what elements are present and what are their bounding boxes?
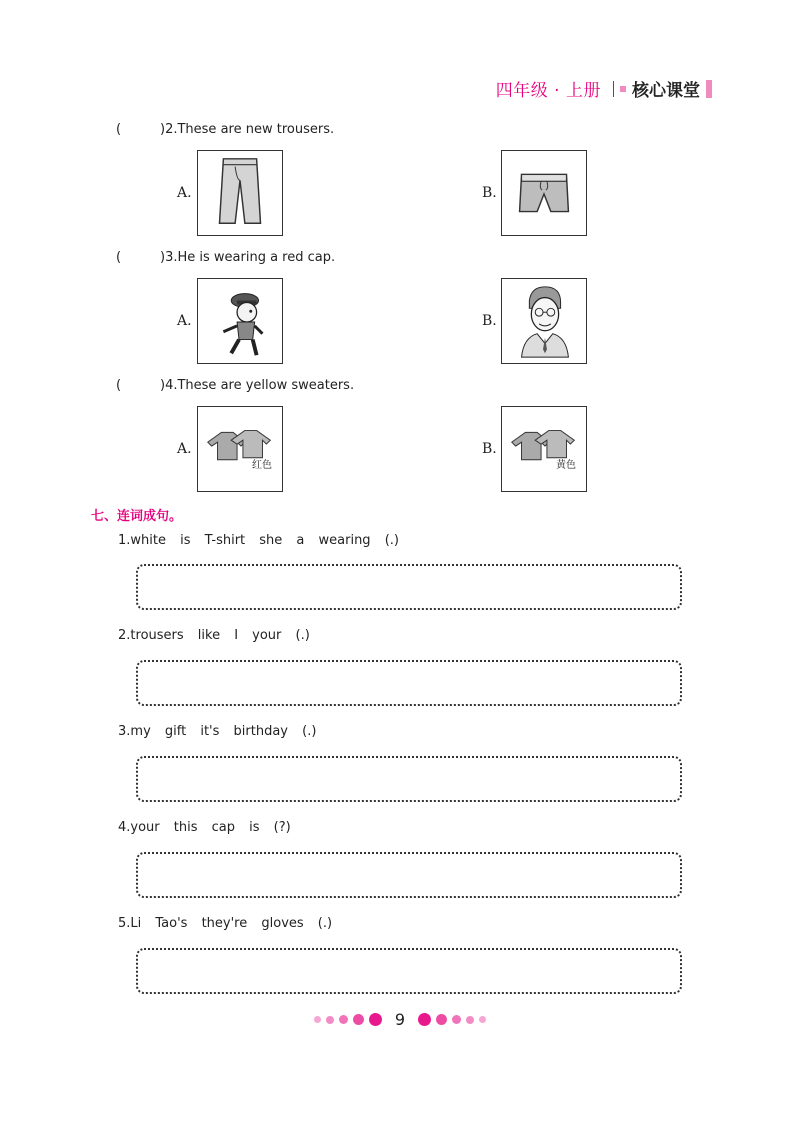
word-order-3 xyxy=(118,724,316,739)
sweaters-icon xyxy=(198,407,282,491)
question-3 xyxy=(116,250,335,265)
dot-icon xyxy=(353,1014,364,1025)
answer-paren[interactable]: ( xyxy=(116,250,122,265)
item-punct: (.) xyxy=(302,724,317,739)
answer-box-4[interactable] xyxy=(136,852,682,898)
option-a-image[interactable] xyxy=(197,406,283,492)
question-2 xyxy=(116,122,334,137)
dot-icon xyxy=(326,1016,334,1024)
question-text: These are yellow sweaters. xyxy=(177,378,355,393)
item-words: white is T-shirt she a wearing xyxy=(130,533,371,548)
answer-box-1[interactable] xyxy=(136,564,682,610)
section-7-title: 七、连词成句。 xyxy=(91,509,183,524)
option-b-image[interactable] xyxy=(501,278,587,364)
sweaters-icon xyxy=(502,407,586,491)
answer-paren[interactable]: ( xyxy=(116,378,122,393)
answer-box-2[interactable] xyxy=(136,660,682,706)
option-b-image[interactable] xyxy=(501,150,587,236)
option-b-label: B. xyxy=(482,313,497,329)
item-words: trousers like I your xyxy=(130,628,282,643)
word-order-1 xyxy=(118,533,399,548)
page-header xyxy=(496,76,712,101)
item-words: Li Tao's they're gloves xyxy=(130,916,304,931)
shorts-icon xyxy=(502,151,586,235)
long-trousers-icon xyxy=(198,151,282,235)
item-words: your this cap is xyxy=(130,820,260,835)
boy-with-cap-icon xyxy=(198,279,282,363)
grade-label: 四年级 · 上册 xyxy=(495,81,601,101)
question-number: )3. xyxy=(160,250,178,265)
item-number: 2. xyxy=(118,628,131,643)
option-b-label: B. xyxy=(482,185,497,201)
item-number: 1. xyxy=(118,533,131,548)
item-punct: (?) xyxy=(273,820,291,835)
header-bar-icon xyxy=(706,80,712,98)
question-text: These are new trousers. xyxy=(177,122,335,137)
item-number: 3. xyxy=(118,724,131,739)
word-order-2 xyxy=(118,628,310,643)
answer-paren[interactable]: ( xyxy=(116,122,122,137)
answer-box-5[interactable] xyxy=(136,948,682,994)
dot-icon xyxy=(369,1013,382,1026)
item-punct: (.) xyxy=(317,916,333,931)
option-a-label: A. xyxy=(177,313,192,329)
answer-box-3[interactable] xyxy=(136,756,682,802)
option-a-image[interactable] xyxy=(197,150,283,236)
option-b-label: B. xyxy=(482,441,497,457)
page-number: 9 xyxy=(394,1010,406,1029)
dot-icon xyxy=(339,1015,348,1024)
dot-icon xyxy=(452,1015,461,1024)
header-divider xyxy=(613,81,614,97)
question-number: )4. xyxy=(160,378,178,393)
word-order-4 xyxy=(118,820,291,835)
question-text: He is wearing a red cap. xyxy=(177,250,336,265)
header-square-icon xyxy=(620,86,626,92)
item-punct: (.) xyxy=(295,628,310,643)
item-number: 5. xyxy=(118,916,131,931)
item-punct: (.) xyxy=(384,533,399,548)
word-order-5 xyxy=(118,916,332,931)
page-footer xyxy=(0,1010,800,1029)
section-label: 核心课堂 xyxy=(632,81,700,101)
option-a-image[interactable] xyxy=(197,278,283,364)
item-number: 4. xyxy=(118,820,131,835)
question-number: )2. xyxy=(160,122,178,137)
option-b-image[interactable] xyxy=(501,406,587,492)
color-caption: 红色 xyxy=(252,460,272,471)
dot-icon xyxy=(436,1014,447,1025)
dot-icon xyxy=(314,1016,321,1023)
option-a-label: A. xyxy=(177,185,192,201)
dot-icon xyxy=(479,1016,486,1023)
dot-icon xyxy=(418,1013,431,1026)
man-with-glasses-icon xyxy=(502,279,586,363)
dot-icon xyxy=(466,1016,474,1024)
question-4 xyxy=(116,378,354,393)
option-a-label: A. xyxy=(177,441,192,457)
color-caption: 黄色 xyxy=(556,460,576,471)
item-words: my gift it's birthday xyxy=(130,724,288,739)
